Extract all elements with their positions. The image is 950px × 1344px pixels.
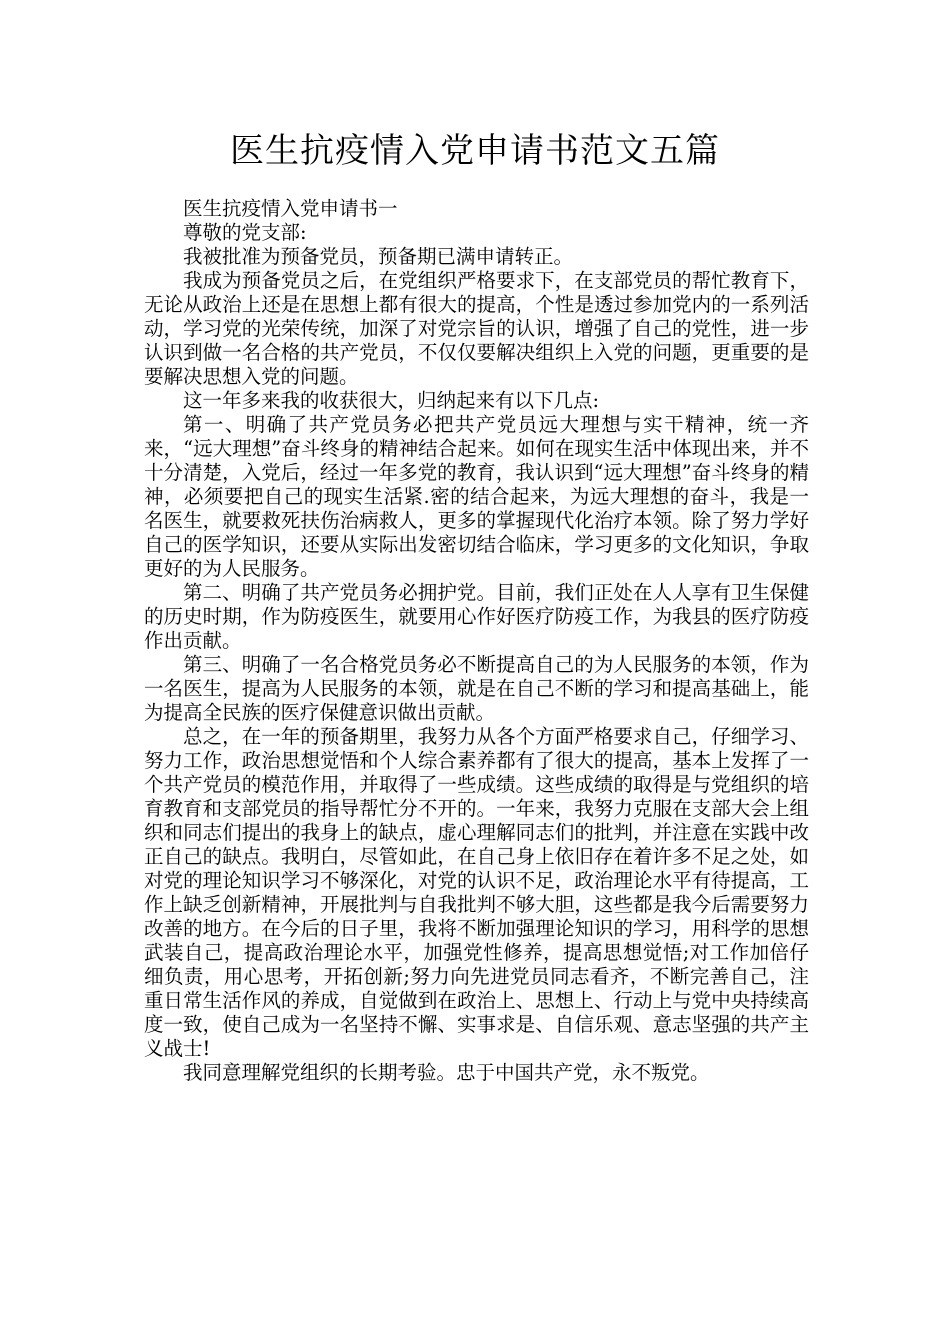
paragraph-closing: 我同意理解党组织的长期考验。忠于中国共产党，永不叛党。 [183,1061,710,1084]
document-body [144,197,809,1085]
document-title: 医生抗疫情入党申请书范文五篇 [230,131,720,171]
paragraph-salutation: 尊敬的党支部: [183,221,307,244]
paragraph: 第一、明确了共产党员务必把共产党员远大理想与实干精神，统一齐来，“远大理想”奋斗终身的精神结合起来。如何在现实生活中体现出来，并不十分清楚，入党后，经过一年多党的教育，我认识到“远大理想”奋斗终身的精神，必须要把自己的现实生活紧.密的结合起来，为远大理想的奋斗，我是一名医生，就要救死扶伤治病救人，更多的掌握现代化治疗本领。除了努力学好自己的医学知识，还要从实际出发密切结合临床，学习更多的文化知识，争取更好的为人民服务。 [144,413,809,580]
paragraph-subtitle: 医生抗疫情入党申请书一 [183,197,398,220]
paragraph: 第二、明确了共产党员务必拥护党。目前，我们正处在人人享有卫生保健的历史时期，作为防疫医生，就要用心作好医疗防疫工作，为我县的医疗防疫作出贡献。 [144,581,809,652]
paragraph: 总之，在一年的预备期里，我努力从各个方面严格要求自己，仔细学习、努力工作，政治思想觉悟和个人综合素养都有了很大的提高，基本上发挥了一个共产党员的模范作用，并取得了一些成绩。这些成绩的取得是与党组织的培育教育和支部党员的指导帮忙分不开的。一年来，我努力克服在支部大会上组织和同志们提出的我身上的缺点，虚心理解同志们的批判，并注意在实践中改正自己的缺点。我明白，尽管如此，在自己身上依旧存在着许多不足之处，如对党的理论知识学习不够深化，对党的认识不足，政治理论水平有待提高，工作上缺乏创新精神，开展批判与自我批判不够大胆，这些都是我今后需要努力改善的地方。在今后的日子里，我将不断加强理论知识的学习，用科学的思想武装自己，提高政治理论水平，加强党性修养，提高思想觉悟;对工作加倍仔细负责，用心思考，开拓创新;努力向先进党员同志看齐，不断完善自己，注重日常生活作风的养成，自觉做到在政治上、思想上、行动上与党中央持续高度一致，使自己成为一名坚持不懈、实事求是、自信乐观、意志坚强的共产主义战士! [144,725,809,1060]
paragraph: 我成为预备党员之后，在党组织严格要求下，在支部党员的帮忙教育下，无论从政治上还是在思想上都有很大的提高，个性是透过参加党内的一系列活动，学习党的光荣传统，加深了对党宗旨的认识，增强了自己的党性，进一步认识到做一名合格的共产党员，不仅仅要解决组织上入党的问题，更重要的是要解决思想入党的问题。 [144,269,809,388]
paragraph: 第三、明确了一名合格党员务必不断提高自己的为人民服务的本领，作为一名医生，提高为人民服务的本领，就是在自己不断的学习和提高基础上，能为提高全民族的医疗保健意识做出贡献。 [144,653,809,724]
paragraph: 这一年多来我的收获很大，归纳起来有以下几点: [183,389,600,412]
paragraph: 我被批准为预备党员，预备期已满申请转正。 [183,245,574,268]
